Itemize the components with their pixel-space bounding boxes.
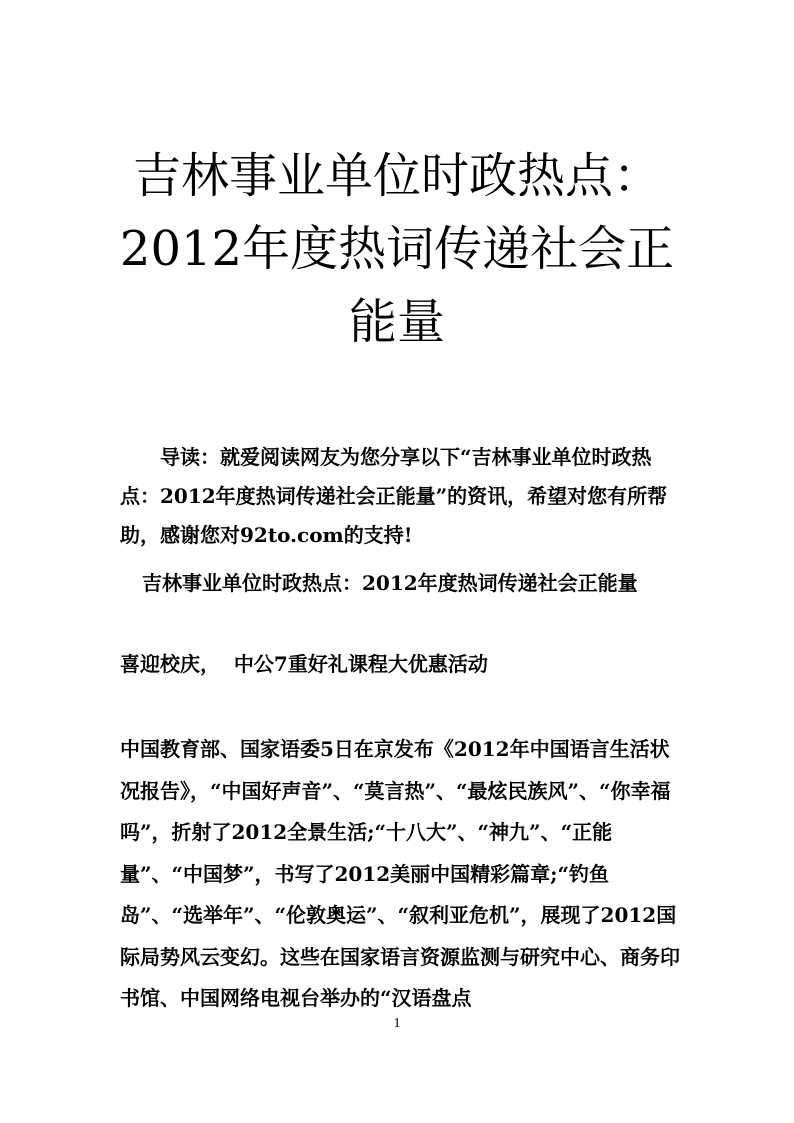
- article-subheading: 吉林事业单位时政热点：2012年度热词传递社会正能量: [142, 571, 638, 595]
- title-line-1: 吉林事业单位时政热点：: [132, 148, 661, 204]
- intro-paragraph: 导读：就爱阅读网友为您分享以下“吉林事业单位时政热点：2012年度热词传递社会正能量”的资讯，希望对您有所帮助，感谢您对92to.com的支持!: [120, 445, 668, 547]
- page-number: 1: [393, 1016, 401, 1031]
- title-line-3: 能量: [348, 294, 445, 350]
- title-line-2: 2012年度热词传递社会正: [119, 221, 675, 277]
- promo-line: 喜迎校庆， 中公7重好礼课程大优惠活动: [120, 652, 488, 676]
- document-title: [100, 140, 694, 359]
- body-paragraph: 中国教育部、国家语委5日在京发布《2012年中国语言生活状况报告》，“中国好声音”、“莫言热”、“最炫民族风”、“你幸福吗”，折射了2012全景生活;“十八大”、“神九”、“正能量”、“中国梦”，书写了2012美丽中国精彩篇章;“钓鱼岛”、“选举年”、“伦敦奥运”、“叙利亚危机”，展现了2012国际局势风云变幻。这些在国家语言资源监测与研究中心、商务印书馆、中国网络电视台举办的“汉语盘点: [120, 737, 680, 1010]
